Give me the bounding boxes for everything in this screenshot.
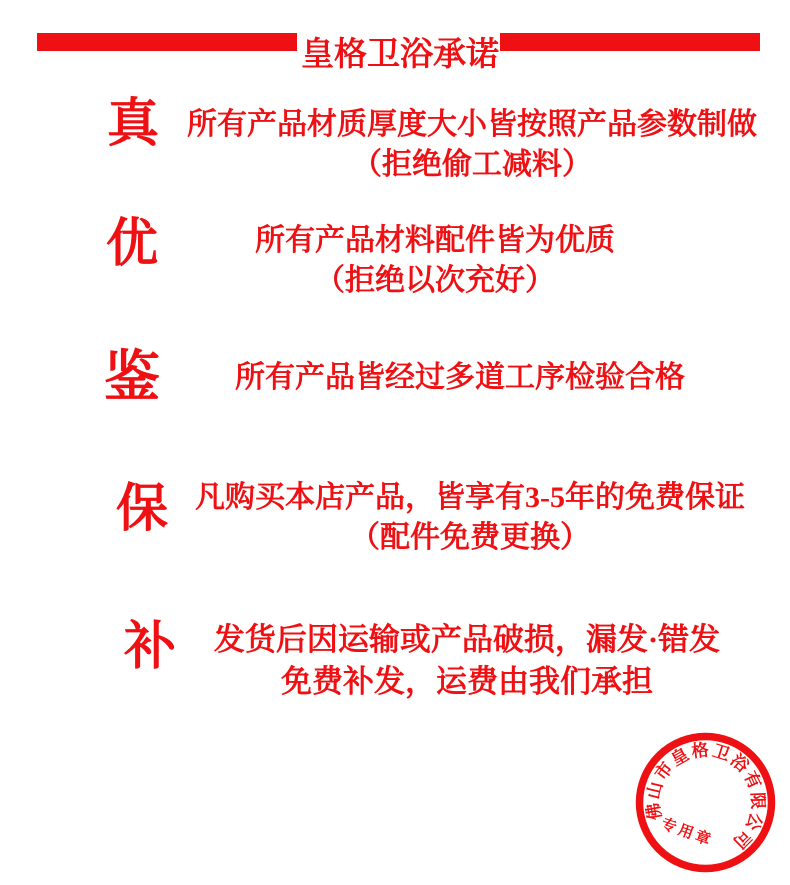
seal-company-char: 皇	[667, 744, 692, 770]
promise-line: 所有产品材质厚度大小皆按照产品参数制做	[187, 108, 757, 141]
promise-key-warranty: 保	[115, 481, 168, 538]
company-seal-icon	[633, 730, 778, 875]
seal-company-char: 司	[729, 826, 756, 853]
promise-line: 免费补发，运费由我们承担	[281, 664, 653, 699]
promise-text-warranty	[170, 478, 770, 558]
promise-key-reship: 补	[123, 619, 176, 676]
seal-company-char: 浴	[726, 750, 753, 777]
promise-text-inspection	[160, 358, 760, 398]
promise-line: （配件免费更换）	[350, 521, 590, 554]
promise-key-quality: 优	[105, 216, 158, 273]
header-bar-left	[37, 33, 297, 51]
seal-company-char: 限	[747, 791, 768, 810]
seal-company-char: 格	[690, 740, 710, 762]
page-title: 皇格卫浴承诺	[301, 37, 499, 73]
promise-line: （拒绝偷工减料）	[352, 148, 592, 181]
promise-text-authentic	[172, 105, 772, 185]
promise-key-inspection: 鉴	[104, 347, 160, 409]
promise-text-quality	[135, 221, 735, 301]
promise-key-authentic: 真	[106, 96, 159, 153]
seal-label: 专用章	[658, 816, 716, 850]
promise-line: 发货后因运输或产品破损，漏发·错发	[213, 622, 721, 657]
seal-company-char: 公	[741, 810, 766, 833]
seal-company-char: 有	[740, 768, 765, 792]
seal-company-char: 佛	[643, 801, 666, 822]
seal-company-char: 卫	[710, 741, 733, 765]
promise-line: （拒绝以次充好）	[315, 264, 555, 297]
seal-company-char: 山	[643, 779, 667, 801]
promise-text-reship	[167, 619, 767, 703]
promise-line: 所有产品材料配件皆为优质	[255, 224, 615, 257]
promise-line: 所有产品皆经过多道工序检验合格	[235, 361, 685, 394]
promise-line: 凡购买本店产品，皆享有3-5年的免费保证	[195, 481, 745, 514]
seal-company-char: 市	[651, 758, 677, 784]
header-bar-right	[500, 33, 760, 51]
